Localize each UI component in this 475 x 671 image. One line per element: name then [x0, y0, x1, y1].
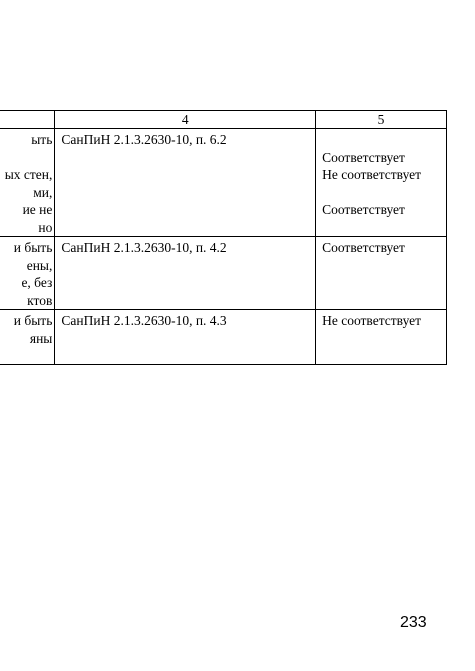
requirement-text-line: ие не — [22, 202, 53, 217]
requirement-text-line: и быть — [13, 240, 53, 255]
requirement-cell — [0, 310, 55, 365]
header-cell-5: 5 — [316, 111, 447, 129]
requirement-text-line: но — [38, 219, 53, 235]
compliance-text-line: Соответствует — [322, 240, 405, 255]
compliance-cell — [316, 237, 447, 310]
header-cell-3 — [0, 111, 55, 129]
header-cell-4: 4 — [55, 111, 316, 129]
requirement-cell — [0, 129, 55, 237]
requirement-text-line: е, без — [21, 275, 53, 290]
page-number: 233 — [400, 614, 427, 631]
requirement-cell — [0, 237, 55, 310]
compliance-cell — [316, 310, 447, 365]
requirement-text-line: ыть — [31, 132, 53, 147]
compliance-text-line: Соответствует — [322, 202, 405, 217]
document-table — [0, 110, 447, 365]
requirement-text-line: ых стен, — [4, 167, 53, 182]
table-row — [0, 237, 447, 310]
requirement-text-line — [0, 149, 52, 167]
compliance-cell — [316, 129, 447, 237]
norm-reference-cell: СанПиН 2.1.3.2630-10, п. 4.2 — [55, 237, 316, 310]
norm-reference-cell: СанПиН 2.1.3.2630-10, п. 6.2 — [55, 129, 316, 237]
compliance-text-line: Не соответствует — [322, 167, 422, 182]
compliance-text-line: Соответствует — [322, 149, 405, 165]
table-row — [0, 129, 447, 237]
compliance-text-line — [322, 184, 442, 202]
requirement-text-line: яны — [29, 330, 53, 346]
norm-reference-cell: СанПиН 2.1.3.2630-10, п. 4.3 — [55, 310, 316, 365]
compliance-text-line — [322, 131, 442, 149]
requirement-text-line: и быть — [13, 313, 53, 328]
requirement-text-line: ктов — [27, 292, 53, 308]
requirement-text-line: ми, — [33, 184, 53, 200]
compliance-text-line: Не соответствует — [322, 313, 422, 328]
table-row — [0, 310, 447, 365]
table-header-row — [0, 111, 447, 129]
requirement-text-line: ены, — [26, 257, 53, 273]
